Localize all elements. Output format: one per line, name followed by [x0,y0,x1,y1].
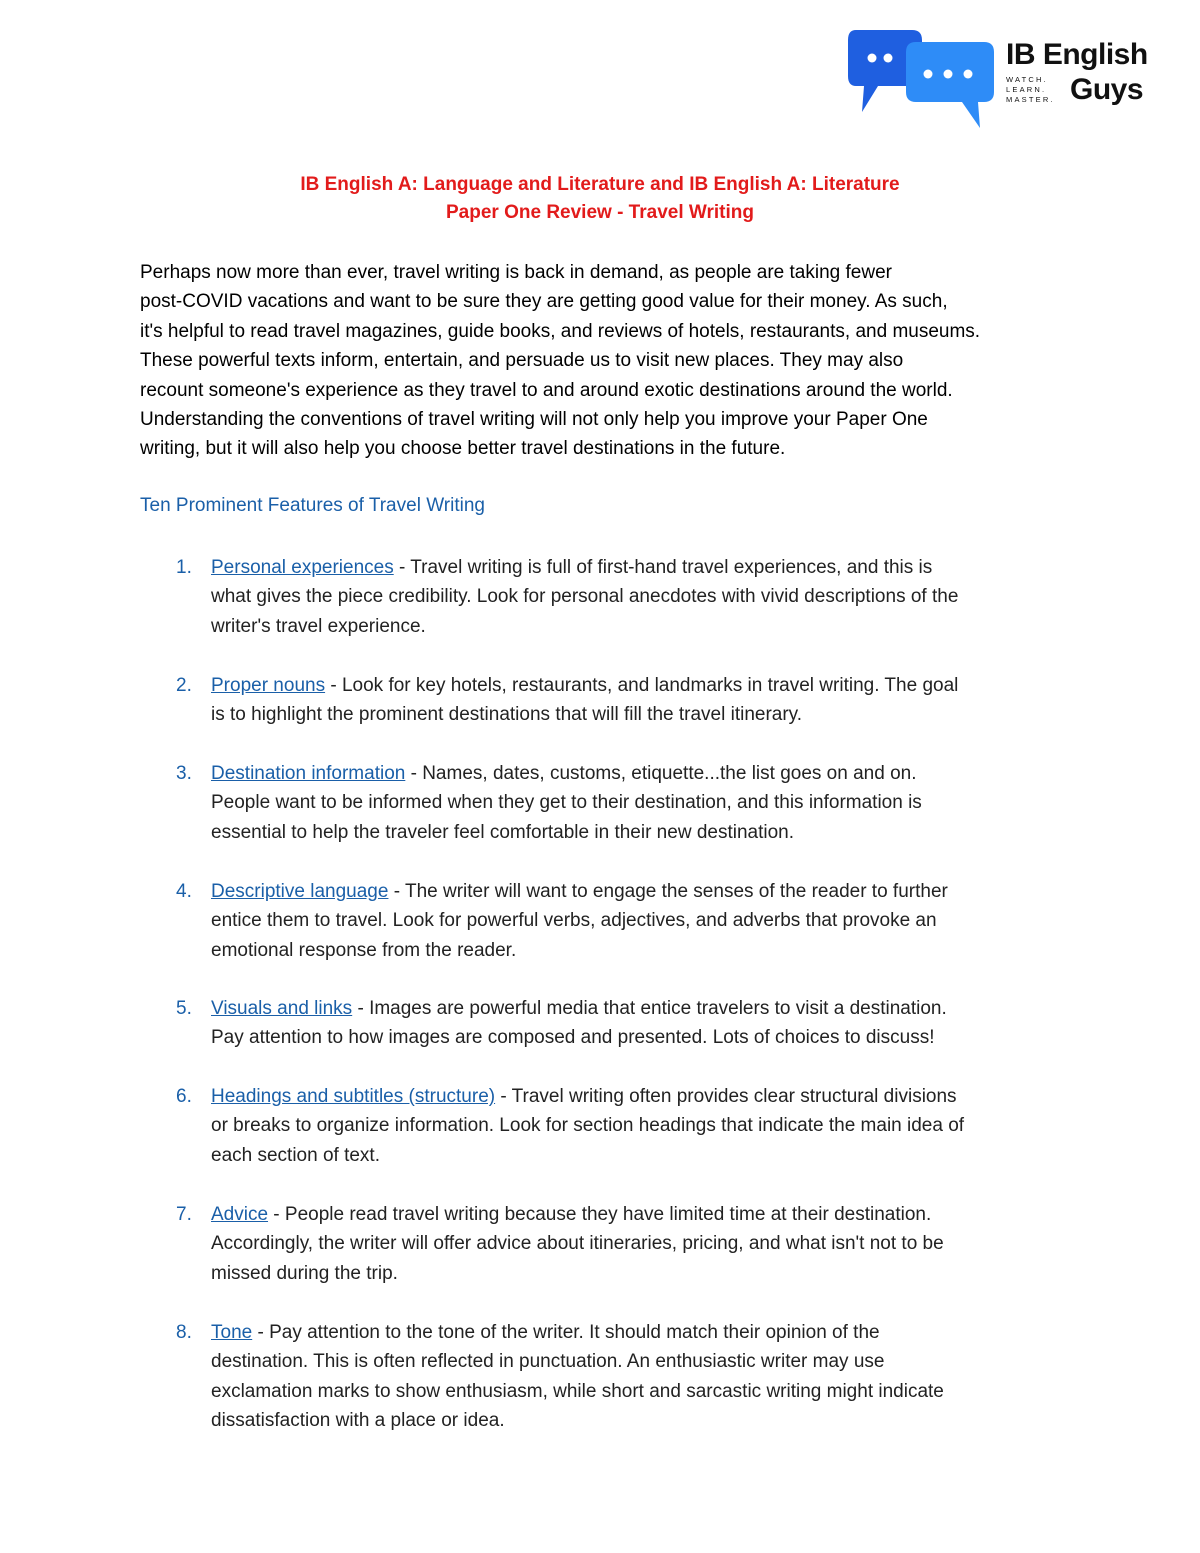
feature-link[interactable]: Destination information [211,763,406,784]
feature-description-line: Accordingly, the writer will offer advice about itineraries, pricing, and what isn't not to be [211,1233,944,1255]
feature-number: 1. [176,557,192,578]
intro-paragraph: Perhaps now more than ever, travel writing is back in demand, as people are taking fewer post-COVID vacations and want to be sure they are getting good value for their money. As such, it's helpful to read travel magazines, guide books, and reviews of hotels, restaurants, and museums. These powerful texts inform, entertain, and persuade us to visit new places. They may also recount someone's experience as they travel to and around exotic destinations around the world. Understanding the conventions of travel writing will not only help you improve your Paper One writing, but it will also help you choose better travel destinations in the future. [140,262,981,460]
feature-number: 5. [176,998,192,1019]
feature-description: - Pay attention to the tone of the writer. It should match their opinion of the [252,1322,880,1343]
feature-text [211,553,1071,641]
chat-bubbles-icon [846,26,1006,130]
feature-description-line: essential to help the traveler feel comfortable in their new destination. [211,821,794,843]
feature-number: 7. [176,1204,192,1225]
feature-description: - Names, dates, customs, etiquette...the list goes on and on. [405,763,917,784]
brand-wordmark [1006,38,1148,106]
feature-link[interactable]: Personal experiences [211,557,394,578]
feature-description: - Travel writing often provides clear structural divisions [495,1086,957,1107]
feature-description-line: or breaks to organize information. Look for section headings that indicate the main idea of [211,1115,965,1137]
section-heading: Ten Prominent Features of Travel Writing [140,495,485,516]
feature-number: 6. [176,1086,192,1107]
feature-description-line: exclamation marks to show enthusiasm, while short and sarcastic writing might indicate [211,1380,944,1402]
feature-description-line: Pay attention to how images are composed and presented. Lots of choices to discuss! [211,1027,935,1049]
feature-description: - Look for key hotels, restaurants, and landmarks in travel writing. The goal [325,675,959,696]
feature-description-line: dissatisfaction with a place or idea. [211,1410,505,1432]
feature-number: 4. [176,881,192,902]
feature-link[interactable]: Headings and subtitles (structure) [211,1086,496,1107]
feature-description: - People read travel writing because they have limited time at their destination. [268,1204,932,1225]
feature-description-line: People want to be informed when they get to their destination, and this information is [211,792,922,814]
feature-description: - The writer will want to engage the senses of the reader to further [388,881,948,902]
brand-name: IB English [1006,38,1148,71]
feature-description-line: each section of text. [211,1144,380,1166]
document-title: IB English A: Language and Literature and IB English A: Literature [300,174,900,195]
feature-text [211,1318,1071,1436]
feature-description-line: emotional response from the reader. [211,939,517,961]
feature-description: - Images are powerful media that entice travelers to visit a destination. [352,998,947,1019]
feature-number: 2. [176,675,192,696]
feature-description-line: writer's travel experience. [211,615,426,637]
feature-description-line: missed during the trip. [211,1262,398,1284]
feature-number: 3. [176,763,192,784]
feature-description-line: entice them to travel. Look for powerful verbs, adjectives, and adverbs that provoke an [211,910,937,932]
feature-text [211,671,1071,730]
brand-name-guys: Guys [1070,73,1144,106]
feature-link[interactable]: Tone [211,1322,253,1343]
feature-description-line: destination. This is often reflected in punctuation. An enthusiastic writer may use [211,1351,885,1373]
feature-text [211,759,1071,847]
feature-link[interactable]: Advice [211,1204,269,1225]
feature-number: 8. [176,1322,192,1343]
feature-description: - Travel writing is full of first-hand travel experiences, and this is [393,557,933,578]
document-subtitle: Paper One Review - Travel Writing [446,202,754,223]
feature-link[interactable]: Descriptive language [211,881,389,902]
brand-tagline: WATCH. LEARN. MASTER. [1006,75,1055,104]
feature-text [211,994,1071,1053]
feature-text [211,1200,1071,1288]
feature-description-line: what gives the piece credibility. Look for personal anecdotes with vivid descriptions of the [211,586,959,608]
feature-text [211,1082,1071,1170]
feature-link[interactable]: Proper nouns [211,675,326,696]
feature-link[interactable]: Visuals and links [211,998,353,1019]
feature-description-line: is to highlight the prominent destinations that will fill the travel itinerary. [211,704,803,726]
feature-text [211,877,1071,965]
